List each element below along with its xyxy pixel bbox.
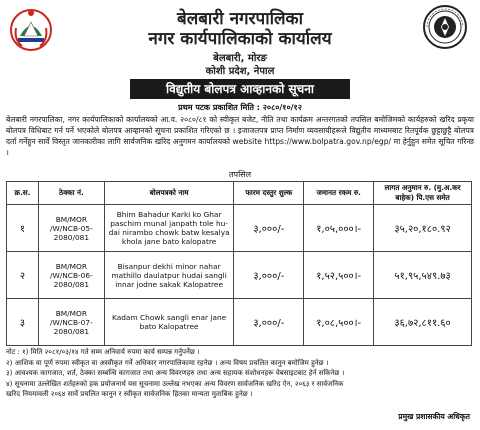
published-date: प्रथम पटक प्रकाशित मिति : २०८०/१०/१२ <box>178 103 302 112</box>
note-line: खरिद नियमावली २०६४ सार्वे प्रचलित कानुन र स्वीकृत सार्वजनिक हितका मान्यता मुताबिक हुनेछ । <box>6 390 253 398</box>
row-contract: BM/MOR /W/NCB-07- 2080/081 <box>38 299 104 346</box>
header-estimate: लागत अनुमान रु. (मु.अ.कर बाहेक) पि.एस समेत <box>374 182 472 205</box>
row-security: १,०५,०००।- <box>304 205 374 252</box>
header-name: बोलपत्रको नाम <box>104 182 234 205</box>
note-line: नोट : १) मिति २०८१/०३/१४ गते सम्म अनिवार्य रुपमा कार्य सम्पन्न गर्नुपर्नेछ । <box>6 348 200 356</box>
table-caption: तपसिल <box>228 170 251 179</box>
row-fee: ३,०००/- <box>234 252 304 299</box>
municipality-seal-icon <box>422 4 468 50</box>
row-name: Kadam Chowk sangli enar jane bato Kalopatree <box>104 299 234 346</box>
table-row <box>7 205 472 252</box>
row-name: Bisanpur dekhi minor nahar mathillo daulatpur hudai sangli innar jodne sakak Kalopatree <box>104 252 234 299</box>
header-fee: फारम दस्तुर शुल्क <box>234 182 304 205</box>
row-security: १,०८,५००।- <box>304 299 374 346</box>
row-contract: BM/MOR /W/NCB-06- 2080/081 <box>38 252 104 299</box>
table-row <box>7 299 472 346</box>
nepal-emblem-icon <box>8 6 54 52</box>
table-header-row <box>7 182 472 205</box>
row-estimate: ३५,२०,१८०.९२ <box>374 205 472 252</box>
table-row <box>7 252 472 299</box>
office-name: नगर कार्यपालिकाको कार्यालय <box>148 29 332 49</box>
notice-body: बेलबारी नगरपालिका, नगर कार्यपालिकाको कार्यालयको आ.व. २०८०/८१ को स्वीकृत बजेट, नीति तथा कार्यक्रम अन्तरगतको तपसिल बमोजिमको कार्यहरुको खरिद प्रकृया बोलपत्र विधिबाट गर्न पर्ने भएकोले बोलपत्र आव्हानको सूचना प्रकाशित गरिएको छ । इजाजतपत्र प्राप्त निर्माण व्यवसायीहरूले विद्युतीय माध्यमबाट रितपूर्वक छुट्टाछुट्टै बोलपत्र दर्ता गर्नेहुन सार्वे विस्तृत जानकारीका लागि सार्वजनिक खरिद अनुगमन कार्यालयको website https://www.bolpatra.gov.np/egp/ मा हेर्नुहुन समेत सूचित गरिन्छ । <box>6 115 474 157</box>
row-sn: २ <box>7 252 39 299</box>
notice-title-banner: विद्युतीय बोलपत्र आव्हानको सूचना <box>130 79 350 99</box>
note-line: २) आशिक वा पूर्ण रुपमा स्वीकृत वा अस्वीकृत गर्ने अधिकार नगरपालिकामा रहनेछ । अन्य विषय प्रचलित कानुन बमोजिम हुनेछ । <box>6 358 329 367</box>
header-contract: ठेक्का नं. <box>38 182 104 205</box>
note-line: ३) आवश्यक कागजात, शर्त, ठेक्का सम्बन्धि कागजात तथा अन्य विवरणहरु तथा अन्य सहायक संशोधनहरू वेबसाइटबाट हेर्न सकिनेछ । <box>6 369 345 377</box>
row-name: Bhim Bahadur Karki ko Ghar paschim munal janpath tole hu- dai nirambo chowk batw kesalya khola jane bato kalopatre <box>104 205 234 252</box>
notes-section <box>6 347 474 400</box>
header-security: जमानत रकम रु. <box>304 182 374 205</box>
row-security: १,५२,५००।- <box>304 252 374 299</box>
note-line: ४) सूचनामा उल्लेखित शर्तहरुको हक प्रयोजनार्थ यस सूचनामा उल्लेख नभएका अन्य विवरण सार्वजनिक खरिद ऐन, २०६३ र सार्वजनिक <box>6 379 344 388</box>
row-fee: ३,०००/- <box>234 205 304 252</box>
row-estimate: ३६,७२,८११.६० <box>374 299 472 346</box>
row-sn: ३ <box>7 299 39 346</box>
header-sn: क्र.स. <box>7 182 39 205</box>
address-line-1: बेलबारी, मोरङ <box>213 53 267 64</box>
row-contract: BM/MOR /W/NCB-05- 2080/081 <box>38 205 104 252</box>
signoff-designation: प्रमुख प्रशासकीय अधिकृत <box>398 412 470 421</box>
municipality-name: बेलबारी नगरपालिका <box>176 9 304 29</box>
row-fee: ३,०००/- <box>234 299 304 346</box>
bid-table <box>6 181 472 346</box>
row-sn: १ <box>7 205 39 252</box>
address-line-2: कोशी प्रदेश, नेपाल <box>205 66 275 77</box>
row-estimate: ५१,९५,५४९.७३ <box>374 252 472 299</box>
